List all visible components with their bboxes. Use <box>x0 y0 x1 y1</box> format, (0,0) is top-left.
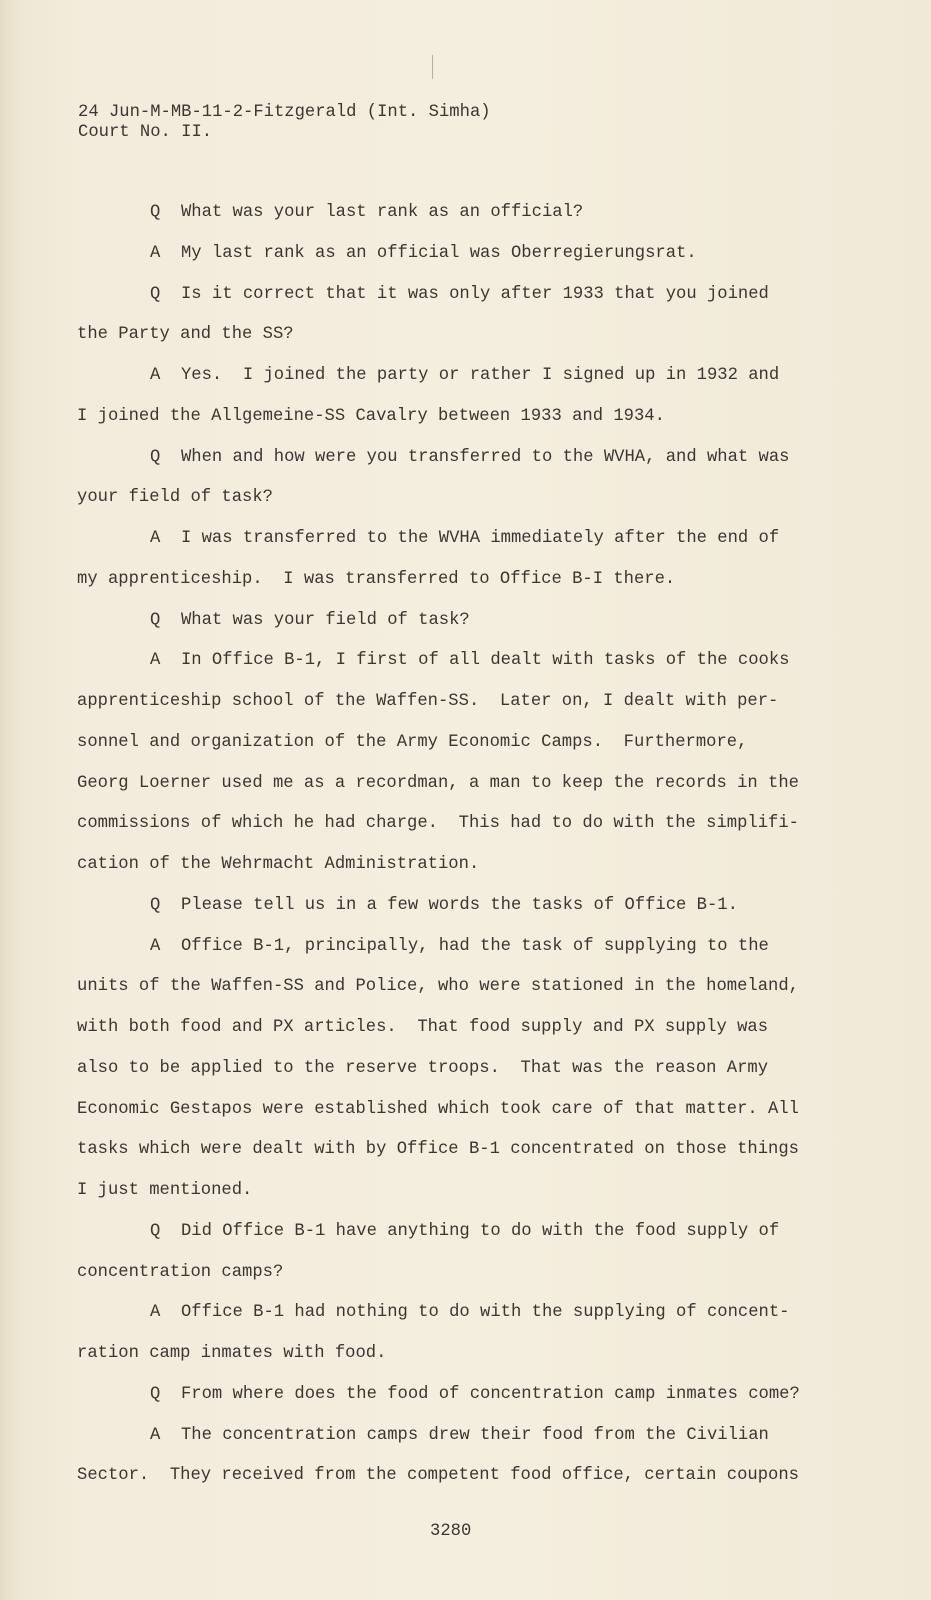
transcript-line: A I was transferred to the WVHA immediately after the end of <box>150 529 780 548</box>
transcript-line: Georg Loerner used me as a recordman, a man to keep the records in the <box>77 773 799 793</box>
transcript-line: ration camp inmates with food. <box>77 1344 387 1363</box>
transcript-line: cation of the Wehrmacht Administration. <box>77 855 480 874</box>
transcript-line: commissions of which he had charge. This had to do with the simplifi- <box>77 814 799 834</box>
transcript-line: Q What was your last rank as an official? <box>150 203 584 222</box>
transcript-line: A Office B-1, principally, had the task of supplying to the <box>150 936 769 956</box>
transcript-line: my apprenticeship. I was transferred to Office B-I there. <box>77 569 676 589</box>
paper-mark <box>432 55 433 79</box>
transcript-line: Q Is it correct that it was only after 1933 that you joined <box>150 284 769 304</box>
transcript-line: I joined the Allgemeine-SS Cavalry between 1933 and 1934. <box>77 406 665 426</box>
transcript-line: A Yes. I joined the party or rather I signed up in 1932 and <box>150 366 780 385</box>
transcript-line: concentration camps? <box>77 1262 284 1282</box>
transcript-line: A My last rank as an official was Oberregierungsrat. <box>150 243 697 263</box>
transcript-line: A In Office B-1, I first of all dealt with tasks of the cooks <box>150 651 790 671</box>
transcript-line: apprenticeship school of the Waffen-SS. Later on, I dealt with per- <box>77 692 779 711</box>
transcript-line: Q Please tell us in a few words the tasks of Office B-1. <box>150 895 738 915</box>
case-header: 24 Jun-M-MB-11-2-Fitzgerald (Int. Simha) <box>78 103 491 122</box>
transcript-line: I just mentioned. <box>77 1181 253 1200</box>
transcript-line: with both food and PX articles. That food supply and PX supply was <box>77 1018 769 1037</box>
transcript-line: also to be applied to the reserve troops. That was the reason Army <box>77 1058 769 1078</box>
transcript-line: tasks which were dealt with by Office B-1 concentrated on those things <box>77 1140 799 1160</box>
transcript-line: your field of task? <box>77 488 273 508</box>
transcript-line: sonnel and organization of the Army Economic Camps. Furthermore, <box>77 732 748 752</box>
transcript-line: A The concentration camps drew their food from the Civilian <box>150 1425 769 1445</box>
transcript-line: Economic Gestapos were established which took care of that matter. All <box>77 1099 799 1119</box>
transcript-line: Q Did Office B-1 have anything to do with the food supply of <box>150 1221 780 1241</box>
transcript-line: Q When and how were you transferred to the WVHA, and what was <box>150 447 790 467</box>
transcript-line: Q From where does the food of concentration camp inmates come? <box>150 1384 800 1404</box>
transcript-line: the Party and the SS? <box>77 325 294 345</box>
transcript-line: Q What was your field of task? <box>150 610 470 630</box>
transcript-line: units of the Waffen-SS and Police, who were stationed in the homeland, <box>77 977 799 997</box>
transcript-line: A Office B-1 had nothing to do with the supplying of concent- <box>150 1303 790 1323</box>
transcript-line: Sector. They received from the competent food office, certain coupons <box>77 1466 799 1486</box>
court-header: Court No. II. <box>78 123 213 142</box>
page-number: 3280 <box>430 1522 472 1541</box>
